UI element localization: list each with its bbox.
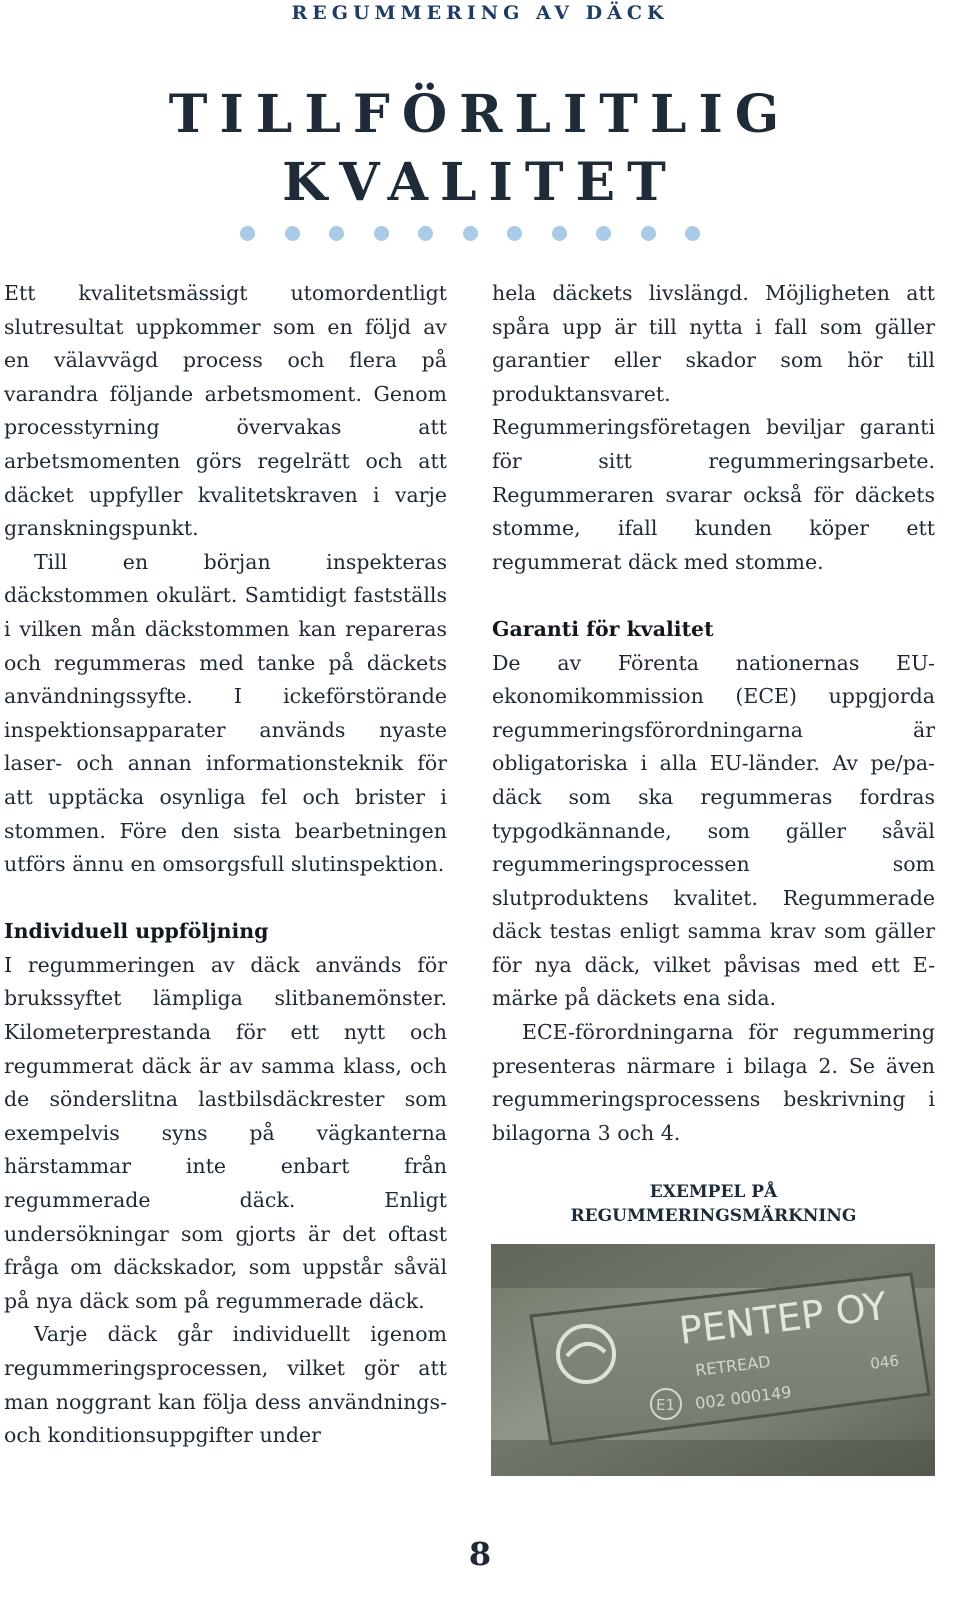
figure-caption	[492, 1180, 935, 1228]
decorative-dot	[418, 226, 433, 241]
body-paragraph: Varje däck går individuellt igenom regummeringsprocessen, vilket gör att man noggrant kan följa dess användnings- och konditionsuppgifter under	[4, 1322, 447, 1448]
decorative-dot	[374, 226, 389, 241]
decorative-dot	[240, 226, 255, 241]
marking-code: 002 000149	[694, 1382, 793, 1413]
marking-text: PENTEP OY	[676, 1283, 890, 1353]
decorative-dot	[463, 226, 478, 241]
decorative-dot	[552, 226, 567, 241]
marking-code: 046	[869, 1351, 900, 1373]
decorative-dot	[329, 226, 344, 241]
body-paragraph: ECE-förordningarna för regummering presenteras närmare i bilaga 2. Se även regummeringsprocessens beskrivning i bilagorna 3 och 4.	[492, 1020, 935, 1145]
page-number: 8	[468, 1535, 492, 1573]
marking-code: RETREAD	[694, 1351, 772, 1380]
body-paragraph: hela däckets livslängd. Möjligheten att spåra upp är till nytta i fall som gäller garantier eller skador som hör till produktansvaret. Regummeringsföretagen beviljar garanti för sitt regummeringsarbete. Regummeraren svarar också för däckets stomme, ifall kunden köper ett regummerat däck med stomme.	[492, 281, 935, 574]
page-title-line-1: TILLFÖRLITLIG	[168, 84, 792, 145]
decorative-dot	[641, 226, 656, 241]
decorative-dot	[685, 226, 700, 241]
tire-marking-image	[491, 1244, 935, 1476]
tire-marking-photo	[491, 1244, 935, 1476]
body-paragraph: Ett kvalitetsmässigt utomordentligt slutresultat uppkommer som en följd av en välavvägd process och flera på varandra följande arbetsmoment. Genom processtyrning övervakas att arbetsmomenten görs regelrätt och att däcket uppfyller kvalitetskraven i varje granskningspunkt.	[4, 281, 447, 541]
caption-line: REGUMMERINGSMÄRKNING	[570, 1206, 857, 1226]
decorative-dot	[285, 226, 300, 241]
section-gap	[492, 579, 935, 613]
section-heading-individuell-uppfoljning: Individuell uppföljning	[4, 919, 269, 944]
running-head: REGUMMERING AV DÄCK	[291, 2, 669, 24]
decorative-dot	[507, 226, 522, 241]
marking-code: E1	[656, 1396, 676, 1414]
page-title-line-2: KVALITET	[282, 152, 678, 213]
section-heading-garanti-for-kvalitet: Garanti för kvalitet	[492, 616, 714, 641]
body-paragraph: De av Förenta nationernas EU-ekonomikommission (ECE) uppgjorda regummeringsförordningarna är obligatoriska i alla EU-länder. Av pe/pa-däck som ska regummeras fordras typgodkännande, som gäller såväl regummeringsprocessen som slutproduktens kvalitet. Regummerade däck testas enligt samma krav som gäller för nya däck, vilket påvisas med ett E-märke på däckets ena sida.	[492, 650, 935, 1011]
caption-line: EXEMPEL PÅ	[649, 1182, 778, 1202]
left-column	[4, 277, 447, 1453]
decorative-dot-row	[240, 226, 700, 242]
body-paragraph: Till en början inspekteras däckstommen okulärt. Samtidigt fastställs i vilken mån däckstommen kan repareras och regummeras med tanke på däckets användningssyfte. I ickeförstörande inspektionsapparater används nyaste laser- och annan informationsteknik för att upptäcka osynliga fel och brister i stommen. Före den sista bearbetningen utförs ännu en omsorgsfull slutinspektion.	[4, 549, 447, 877]
decorative-dot	[596, 226, 611, 241]
right-column	[492, 277, 935, 1150]
body-paragraph: I regummeringen av däck används för brukssyftet lämpliga slitbanemönster. Kilometerprestanda för ett nytt och regummerat däck är av samma klass, och de sönderslitna lastbilsdäckrester som exempelvis syns på vägkanterna härstammar inte enbart från regummerade däck. Enligt undersökningar som gjorts är det oftast fråga om däckskador, som uppstår såväl på nya däck som på regummerade däck.	[4, 952, 447, 1313]
section-gap	[4, 882, 447, 916]
